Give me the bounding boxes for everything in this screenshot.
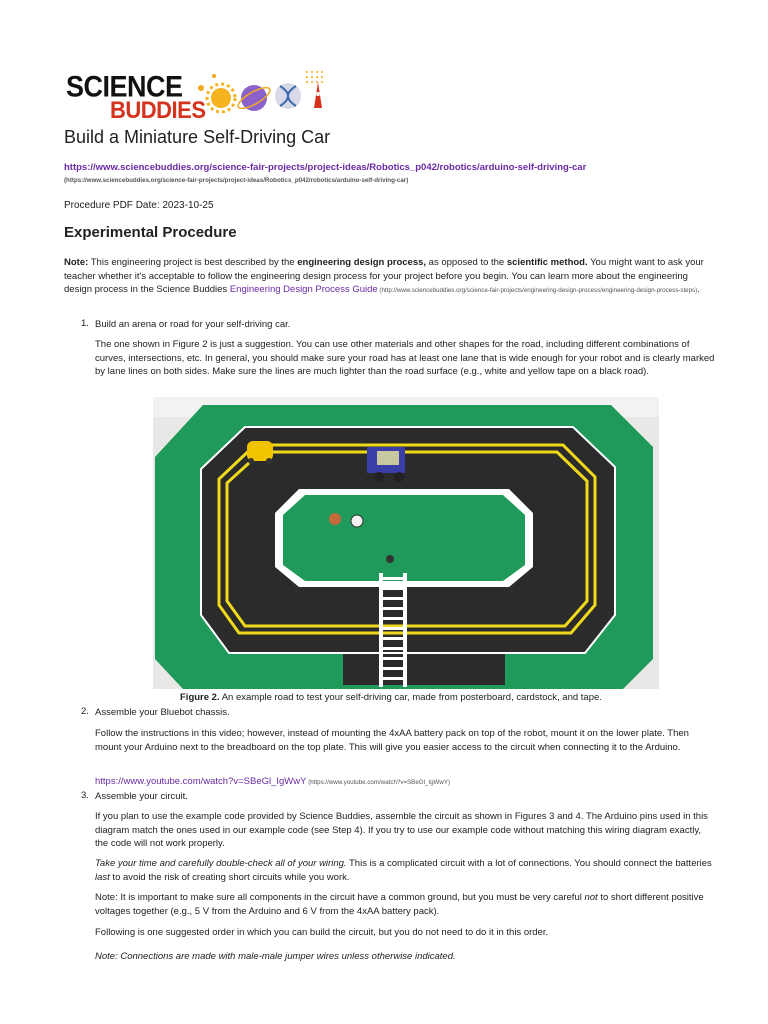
procedure-pdf-date: Procedure PDF Date: 2023-10-25: [64, 200, 214, 211]
step-3-title: Assemble your circuit.: [95, 791, 188, 802]
page-title: Build a Miniature Self-Driving Car: [64, 127, 331, 147]
step-3-paragraph-3: [95, 891, 715, 918]
figure-2-caption: [180, 692, 602, 703]
rocket-icon: [314, 82, 322, 108]
sparkle-dots: [306, 71, 323, 83]
note-text-2: as opposed to the: [426, 257, 507, 268]
project-url-text: (https://www.sciencebuddies.org/science-fair-projects/project-ideas/Robotics_p042/robotics/arduino-self-driving-car): [64, 177, 409, 184]
p2-text-2: to avoid the risk of creating short circuits while you work.: [109, 871, 350, 883]
note-text-3: You might want to ask your teacher whether it's acceptable to follow the engineering design process for your project before you begin. You can learn more about the engineering design process in the Science Buddies: [64, 257, 704, 295]
p2-text-1: This is a complicated circuit with a lot of connections. You should connect the batteries: [346, 858, 712, 869]
p3-text-1: Note: It is important to make sure all components in the circuit have a common ground, but you must be very careful: [95, 892, 585, 903]
step-number-3: 3.: [81, 790, 89, 801]
figure-2-road-photo: [153, 397, 659, 689]
toy-figure: [386, 555, 394, 563]
p3-emphasis: not: [584, 892, 598, 903]
figure-text: An example road to test your self-driving car, made from posterboard, cardstock, and tape.: [219, 692, 602, 703]
logo-word-buddies: BUDDIES: [110, 96, 206, 124]
note-end: .: [697, 284, 700, 295]
step-3-paragraph-1: If you plan to use the example code provided by Science Buddies, assemble the circuit as shown in Figures 3 and 4. The Arduino pins used in this diagram match the ones used in our example code (see Step 4). If you try to use our example code without matching this wiring diagram exactly, the code will not work properly.: [95, 811, 708, 849]
step-3-paragraph-2: [95, 857, 715, 884]
step-2-title: Assemble your Bluebot chassis.: [95, 707, 230, 718]
video-url-text: (https://www.youtube.com/watch?v=SBeGl_IgWwY): [306, 779, 451, 786]
figure-label: Figure 2.: [180, 692, 220, 703]
science-buddies-logo[interactable]: [64, 68, 344, 122]
p3-text-2: to short different positive voltages together (e.g., 5 V from the Arduino and 6 V from the 4xAA battery pack).: [95, 892, 704, 917]
road-track: [201, 427, 615, 685]
step-1-title: Build an arena or road for your self-driving car.: [95, 319, 291, 330]
logo-icons: [64, 68, 344, 122]
step-3-paragraph-4: Following is one suggested order in which you can build the circuit, but you do not need to do it in this order.: [95, 927, 549, 938]
sun-icon: [207, 84, 235, 112]
engineering-guide-link[interactable]: Engineering Design Process Guide: [229, 284, 378, 295]
note-bold-1: engineering design process,: [297, 257, 427, 268]
project-url-link[interactable]: https://www.sciencebuddies.org/science-fair-projects/project-ideas/Robotics_p042/robotics/arduino-self-driving-car: [64, 162, 587, 173]
step-1-paragraph: The one shown in Figure 2 is just a suggestion. You can use other materials and other shapes for the road, including different combinations of curves, intersections, etc. In general, you should make sure your road has at least one lane that is wide enough for your robot and is clearly marked by lane lines on both sides. Make sure the lines are much lighter than the road surface (e.g., white and yellow tape on a black road).: [95, 339, 715, 377]
note-label: Note:: [64, 257, 89, 268]
dna-icon: [275, 83, 301, 109]
wiring-warning-italic: Take your time and carefully double-check all of your wiring.: [95, 858, 347, 869]
video-link[interactable]: https://www.youtube.com/watch?v=SBeGl_IgWwY: [95, 776, 307, 787]
note-text-1: This engineering project is best described by the: [88, 257, 298, 268]
p2-emphasis: last: [95, 871, 110, 883]
atom-icon: [235, 84, 272, 112]
step-3-paragraph-5: Note: Connections are made with male-male jumper wires unless otherwise indicated.: [95, 951, 456, 962]
step-number-2: 2.: [81, 706, 89, 717]
step-number-1: 1.: [81, 318, 89, 329]
engineering-guide-url: (http://www.sciencebuddies.org/science-fair-projects/engineering-design-process/engineering-design-process-steps): [377, 287, 698, 294]
logo-word-science: SCIENCE: [66, 70, 183, 103]
note-paragraph: [64, 256, 704, 298]
step-2-paragraph: Follow the instructions in this video; however, instead of mounting the 4xAA battery pack on top of the robot, mount it on the lower plate. Then mount your Arduino next to the breadboard on the top plate. This will give you easier access to the circuit when connecting it to the Arduino.: [95, 728, 689, 753]
note-bold-2: scientific method.: [506, 257, 588, 268]
yellow-toy-car: [247, 441, 273, 464]
section-heading: Experimental Procedure: [64, 224, 237, 241]
video-line: [95, 775, 715, 790]
